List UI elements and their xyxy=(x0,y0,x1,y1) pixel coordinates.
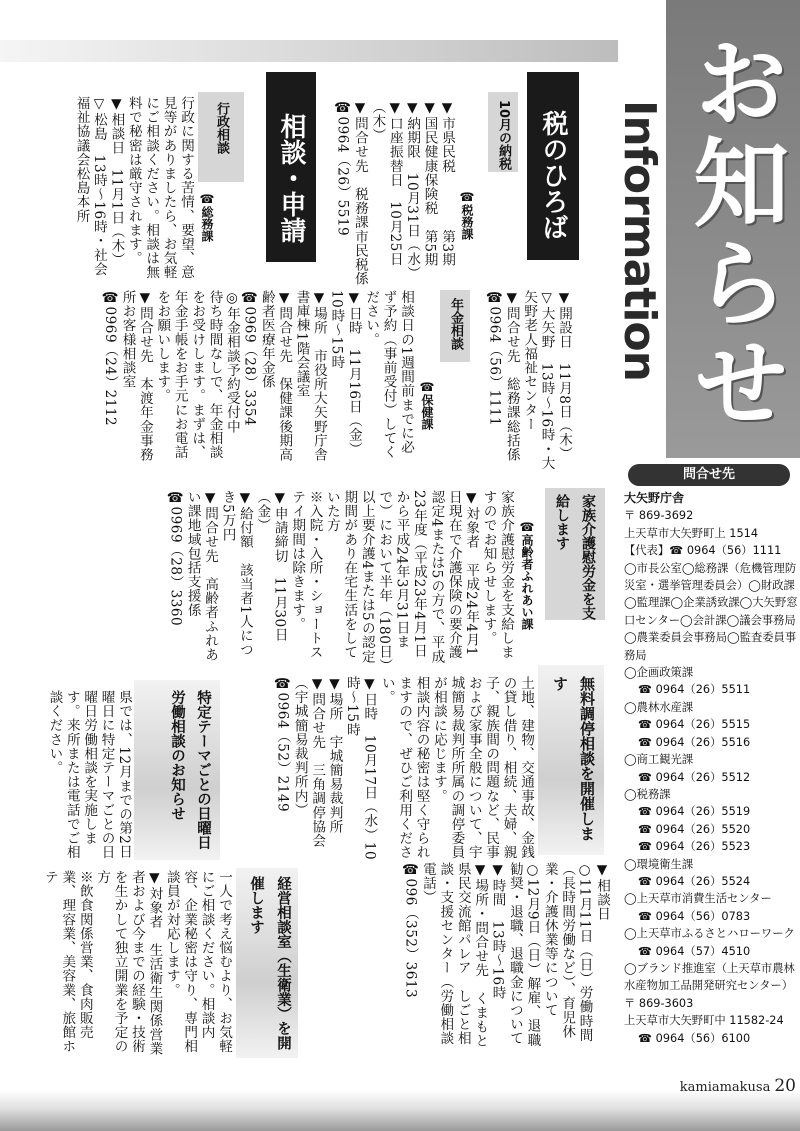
gyosei-text: 行政に関する苦情、要望、意見等がありましたら、お気軽にご相談ください。相談は無料で秘密は厳守されます。 xyxy=(125,96,194,280)
roudou-item: ○12月9日（日）解雇、退職勧奨・退職、退職金について xyxy=(506,862,541,1047)
nouzei-item: ▼納期限 10月31日（水） xyxy=(404,100,421,280)
chotei-item: ☎0964（52）2149 xyxy=(274,676,291,813)
heading-chotei: 無料調停相談を開催します xyxy=(551,676,596,841)
contact-phone: ☎ 0964（26）5516 xyxy=(638,735,751,749)
contact-lines xyxy=(618,490,800,1047)
contact-phone: ☎ 0964（56）6100 xyxy=(638,1031,751,1045)
page-subtitle: Information xyxy=(614,99,665,381)
nenkin-item: ▼日時 11月16日（金）10時～15時 xyxy=(328,290,362,456)
chotei-item: ▼場所 宇城簡易裁判所 xyxy=(326,676,343,834)
chotei-item: ▼日時 10月17日（水）10時～15時 xyxy=(343,676,378,861)
heading-zeinohiroba: 税のひろば xyxy=(527,72,579,260)
dept-kaigo: ☎高齢者ふれあい課 xyxy=(520,520,534,630)
contact-line: 上天草市大矢野町中 11582-24 xyxy=(624,1014,784,1028)
column-nenkin xyxy=(56,290,414,468)
contact-line: ◯上天草市ふるさとハローワーク xyxy=(624,927,795,941)
keiei-item: ※飲食関係営業、食肉販売業、理容業、美容業、旅館ホテ xyxy=(41,870,93,1054)
footer-brand: kamiamakusa xyxy=(679,1080,771,1095)
page-footer xyxy=(660,1076,796,1096)
contact-line: ◯農林水産課 xyxy=(624,700,694,714)
contact-line: 上天草市大矢野町上 1514 xyxy=(624,526,759,540)
nenkin-item: ▼問合せ先 本渡年金事務所お客様相談室 xyxy=(119,290,153,462)
nouzei-item: ▼口座振替日 10月25日（木） xyxy=(369,100,403,266)
contact-line: 【代表】☎ 0964（56）1111 xyxy=(624,544,782,558)
page-title: お知らせ xyxy=(678,33,790,433)
roudou-item: ▼相談日 xyxy=(594,862,610,921)
contact-phone: ☎ 0964（26）5512 xyxy=(638,770,751,784)
kaigo-item: ☎0969（28）3360 xyxy=(167,490,184,627)
nouzei-item: ☎0964（26）5519 xyxy=(334,100,351,237)
contact-line: ◯ブランド推進室（上天草市農林水産物加工品開発研究センター） xyxy=(624,961,795,993)
column-oyano xyxy=(480,290,572,470)
contact-phone: ☎ 0964（56）0783 xyxy=(638,909,751,923)
nenkin-text: 相談日の1週間前までに必ず予約（事前受付）してください。 xyxy=(363,290,414,460)
contact-line: ◯市長公室◯総務課（危機管理防災室・選挙管理委員会）◯財政課◯監理課◯企業誘致課◯大矢野窓口センター◯会計課◯議会事務局◯農業委員会事務局◯監査委員事務局 xyxy=(624,561,798,662)
roudou-item: ○11月11日（日）労働時間（長時間労働など）、育児休業・介護休業等について xyxy=(541,862,593,1042)
keiei-text: 一人で考え悩むより、お気軽にご相談ください。相談内容、企業秘密は守り、専門相談員が対応します。 xyxy=(163,870,232,1054)
nouzei-item: ▼国民健康保険税 第5期 xyxy=(421,100,438,267)
contact-phone: ☎ 0964（26）5520 xyxy=(638,822,751,836)
contact-phone: ☎ 0964（57）4510 xyxy=(638,944,751,958)
nenkin-item: ◎年金相談予約受付中 xyxy=(223,290,240,434)
keiei-item: ▼対象者 生活衛生関係営業者および今までの経験・技術を生かして独立開業を予定の方 xyxy=(94,870,163,1056)
roudou-item: ☎096（352）3613 xyxy=(402,862,419,999)
chotei-item: ▼問合せ先 三角調停協会（宇城簡易裁判所内） xyxy=(291,676,326,848)
contact-line: 〒 869-3692 xyxy=(624,509,694,523)
column-nouzei xyxy=(330,100,455,290)
column-roudou xyxy=(300,862,610,1058)
contact-line: ◯企画政策課 xyxy=(624,666,694,680)
nenkin-text: 待ち時間なしで、年金相談をお受けします。まずは、年金手帳をお手元にお電話をお願いします。 xyxy=(154,290,223,460)
nenkin-item: ▼問合せ先 保健課後期高齢者医療年金係 xyxy=(258,290,293,462)
nouzei-item: ▼問合せ先 税務課市民税係 xyxy=(351,100,368,286)
gyosei-item: ▽松島 13時～16時・社会福祉協議会松島本所 xyxy=(73,96,107,276)
dept-gyosei: ☎総務課 xyxy=(200,192,214,242)
contact-header: 問合せ先 xyxy=(628,464,790,486)
contact-phone: ☎ 0964（26）5519 xyxy=(638,805,751,819)
nenkin-item: ☎0969（28）3354 xyxy=(241,290,258,427)
kaigo-item: ※入院・入所・ショートステイ期間は除きます。 xyxy=(289,490,323,660)
contact-phone: ☎ 0964（26）5515 xyxy=(638,718,751,732)
column-keiei xyxy=(41,870,232,1066)
column-chotei xyxy=(226,676,534,864)
heading-soudan: 相談・申請 xyxy=(266,72,316,262)
contact-line: 大矢野庁舎 xyxy=(624,491,685,505)
kaigo-item: ▼問合せ先 高齢者ふれあい課地域包括支援係 xyxy=(184,490,219,662)
nouzei-item: ▼市県民税 第3期 xyxy=(439,100,455,267)
bottom-gradient-band xyxy=(0,1090,800,1131)
heading-roudou: 特定テーマごとの日曜日労働相談のお知らせ xyxy=(169,690,211,850)
dept-nouzei: ☎税務課 xyxy=(460,190,474,240)
kaigo-item: ▼給付額 該当者1人につき5万円 xyxy=(219,490,253,657)
heading-keiei: 経営相談室（生衛業）を開催します xyxy=(248,876,291,1050)
heading-nenkin: 年金相談 xyxy=(440,290,470,362)
kaigo-text: 家族介護慰労金を支給しますのでお知らせします。 xyxy=(480,490,514,660)
nenkin-item: ☎0969（24）2112 xyxy=(102,290,119,427)
kaigo-item: ▼申請締切 11月30日（金） xyxy=(254,490,288,642)
chotei-text: 土地、建物、交通事故、金銭の貸し借り、相続、夫婦、親子、親族間の問題など、民事および家事全般について、宇城簡易裁判所所属の調停委員が相談に応じます。 xyxy=(430,676,534,860)
contact-line: ◯商工観光課 xyxy=(624,753,694,767)
column-roudou-intro xyxy=(46,690,132,870)
contact-phone: ☎ 0964（26）5523 xyxy=(638,840,751,854)
heading-gyosei: 行政相談 xyxy=(198,92,244,182)
contact-line: ◯上天草市消費生活センター xyxy=(624,892,772,906)
contact-line: 〒 869-3603 xyxy=(624,996,694,1010)
contact-phone: ☎ 0964（26）5511 xyxy=(638,683,751,697)
heading-nouzei: 10月の納税 xyxy=(488,92,518,172)
contact-line: ◯税務課 xyxy=(624,787,671,801)
oyano-item: ▽大矢野 13時～16時・大矢野老人福祉センター xyxy=(521,290,555,470)
oyano-item: ▼開設日 11月8日（木） xyxy=(556,290,572,461)
contact-line: ◯環境衛生課 xyxy=(624,857,694,871)
dept-nenkin: ☎保健課 xyxy=(420,380,434,430)
page-number: 20 xyxy=(774,1076,796,1096)
roudou-text: 県では、12月までの第2日曜日に特定テーマごとの日曜日労働相談を実施します。来所または電話でご相談ください。 xyxy=(46,690,132,860)
oyano-item: ☎0964（56）1111 xyxy=(486,290,503,427)
roudou-item: ▼時間 13時～16時 xyxy=(489,862,506,1000)
heading-kaigo: 家族介護慰労金を支給します xyxy=(545,488,605,620)
oyano-item: ▼問合せ先 総務課総括係 xyxy=(503,290,520,462)
roudou-item: ▼場所・問合せ先 くまもと県民交流館パレア しごと相談・支援センター（労働相談電話） xyxy=(419,862,489,1048)
column-gyosei xyxy=(70,96,194,286)
nenkin-item: ▼場所 市役所大矢野庁舎書庫棟1階会議室 xyxy=(293,290,327,462)
top-gradient-bar xyxy=(0,40,618,62)
contact-box xyxy=(618,460,800,1060)
column-kaigo xyxy=(120,490,514,668)
contact-phone: ☎ 0964（26）5524 xyxy=(638,874,751,888)
kaigo-item: ▼対象者 平成24年4月1日現在で介護保険の要介護認定4または5の方で、平成23年度（平成23年4月1日から平成24年3月31日まで）において半年（180日）以上要介護4または5の認定期間があり在宅生活をしていた方 xyxy=(323,490,480,666)
chotei-text: 相談内容の秘密は堅く守られますので、ぜひご利用ください。 xyxy=(378,676,430,860)
gyosei-item: ▼相談日 11月1日（木） xyxy=(108,96,125,267)
